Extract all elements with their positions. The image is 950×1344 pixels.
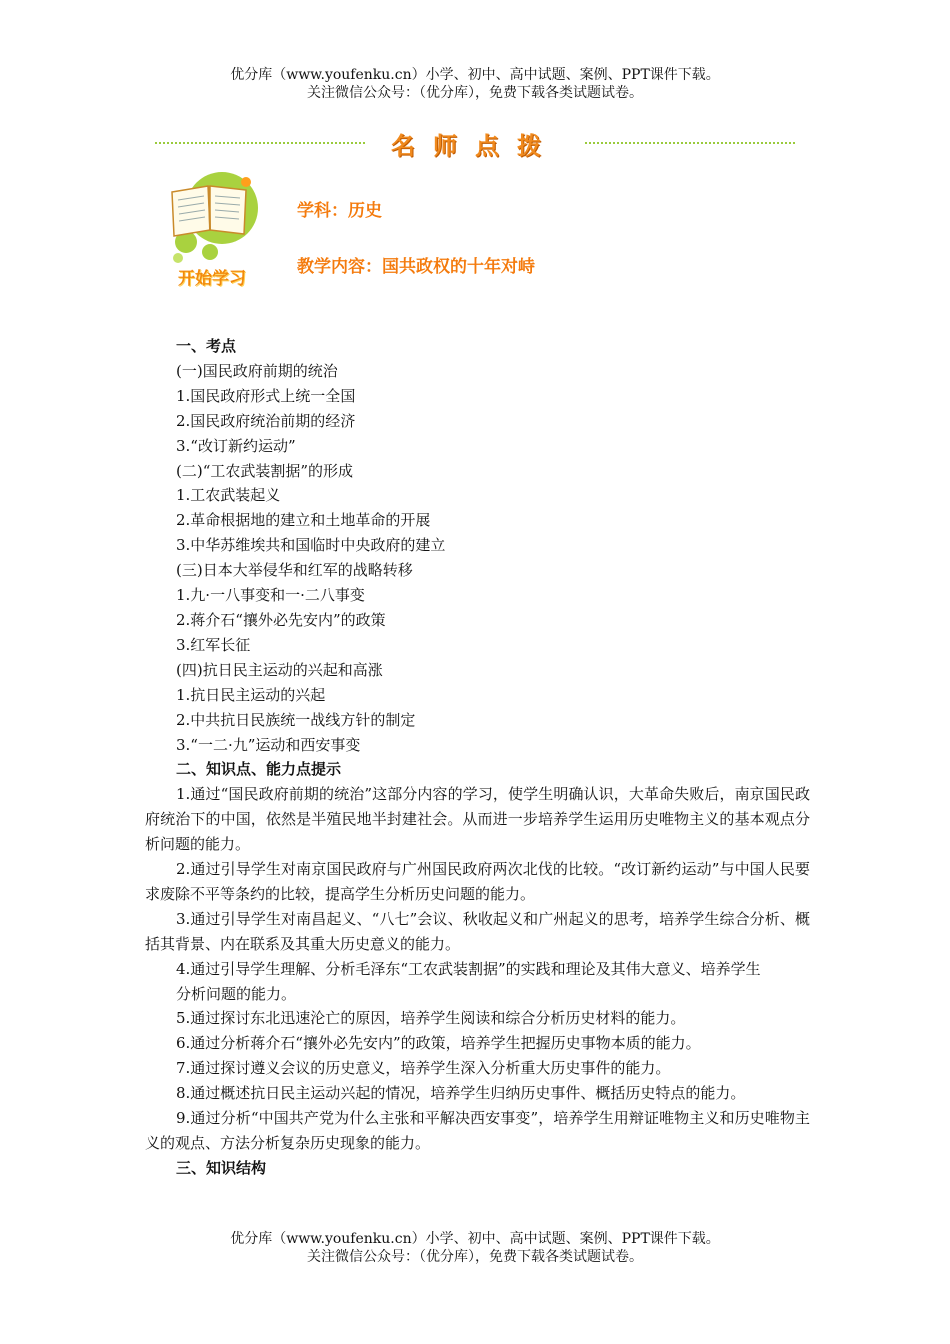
book-icon <box>160 170 270 270</box>
banner-divider-right <box>585 142 795 144</box>
section-heading-exam-points: 一、考点 <box>176 337 237 355</box>
banner-title: 名师点拨 <box>391 131 559 160</box>
document-body <box>145 334 810 1181</box>
exam-point-item: 1.九·一八事变和一·二八事变 <box>176 586 365 605</box>
exam-points-list <box>145 359 810 758</box>
knowledge-paragraphs-cont <box>145 1006 810 1155</box>
knowledge-paragraph: 4.通过引导学生理解、分析毛泽东“工农武装割据”的实践和理论及其伟大意义、培养学生 <box>176 959 761 978</box>
exam-point-item: 1.国民政府形式上统一全国 <box>176 386 356 405</box>
exam-point-item: 2.革命根据地的建立和土地革命的开展 <box>176 511 431 530</box>
banner-divider-left <box>155 142 365 144</box>
exam-point-item: 2.中共抗日民族统一战线方针的制定 <box>176 710 416 729</box>
section-banner <box>155 126 795 160</box>
exam-point-item: 3.中华苏维埃共和国临时中央政府的建立 <box>176 536 446 555</box>
header-line-2: 关注微信公众号：（优分库），免费下载各类试题试卷。 <box>307 85 643 101</box>
header-line-1: 优分库（www.youfenku.cn）小学、初中、高中试题、案例、PPT课件下载。 <box>230 67 720 83</box>
knowledge-paragraph: 8.通过概述抗日民主运动兴起的情况，培养学生归纳历史事件、概括历史特点的能力。 <box>176 1084 746 1103</box>
start-learning-logo <box>160 170 270 290</box>
knowledge-paragraph: 5.通过探讨东北迅速沦亡的原因，培养学生阅读和综合分析历史材料的能力。 <box>176 1009 686 1028</box>
exam-point-item: 3.红军长征 <box>176 635 251 654</box>
section-heading-knowledge-ability: 二、知识点、能力点提示 <box>176 760 342 779</box>
knowledge-paragraph: 6.通过分析蒋介石“攘外必先安内”的政策，培养学生把握历史事物本质的能力。 <box>176 1034 701 1053</box>
knowledge-paragraph: 9.通过分析“中国共产党为什么主张和平解决西安事变”，培养学生用辩证唯物主义和历史唯物主义的观点、方法分析复杂历史现象的能力。 <box>145 1109 810 1152</box>
section-heading-knowledge-structure: 三、知识结构 <box>176 1158 267 1177</box>
exam-point-item: 3.“改订新约运动” <box>176 436 296 455</box>
knowledge-paragraphs <box>145 782 810 981</box>
exam-point-item: 3.“一二·九”运动和西安事变 <box>176 735 361 754</box>
start-learning-label: 开始学习 <box>178 269 246 289</box>
subject-line: 学科：历史 <box>297 201 382 221</box>
exam-point-item: (二)“工农武装割据”的形成 <box>176 461 354 480</box>
exam-point-item: 2.国民政府统治前期的经济 <box>176 411 356 430</box>
teaching-content-line: 教学内容：国共政权的十年对峙 <box>297 257 535 277</box>
exam-point-item: 2.蒋介石“攘外必先安内”的政策 <box>176 610 386 629</box>
exam-point-item: (三)日本大举侵华和红军的战略转移 <box>176 561 413 580</box>
page-footer <box>0 1230 950 1266</box>
knowledge-paragraph: 2.通过引导学生对南京国民政府与广州国民政府两次北伐的比较。“改订新约运动”与中国人民要求废除不平等条约的比较，提高学生分析历史问题的能力。 <box>145 860 810 903</box>
knowledge-paragraph: 1.通过“国民政府前期的统治”这部分内容的学习，使学生明确认识，大革命失败后，南京国民政府统治下的中国，依然是半殖民地半封建社会。从而进一步培养学生运用历史唯物主义的基本观点分析问题的能力。 <box>145 785 810 854</box>
knowledge-paragraph: 7.通过探讨遵义会议的历史意义，培养学生深入分析重大历史事件的能力。 <box>176 1059 671 1078</box>
exam-point-item: (一)国民政府前期的统治 <box>176 361 338 380</box>
exam-point-item: (四)抗日民主运动的兴起和高涨 <box>176 660 383 679</box>
exam-point-item: 1.工农武装起义 <box>176 486 281 505</box>
footer-line-2: 关注微信公众号：（优分库），免费下载各类试题试卷。 <box>307 1249 643 1265</box>
knowledge-paragraph: 3.通过引导学生对南昌起义、“八七”会议、秋收起义和广州起义的思考，培养学生综合分析、概括其背景、内在联系及其重大历史意义的能力。 <box>145 909 810 953</box>
page-header <box>0 66 950 102</box>
footer-line-1: 优分库（www.youfenku.cn）小学、初中、高中试题、案例、PPT课件下载。 <box>230 1231 720 1247</box>
exam-point-item: 1.抗日民主运动的兴起 <box>176 685 326 704</box>
paragraph-continuation: 分析问题的能力。 <box>176 984 297 1003</box>
